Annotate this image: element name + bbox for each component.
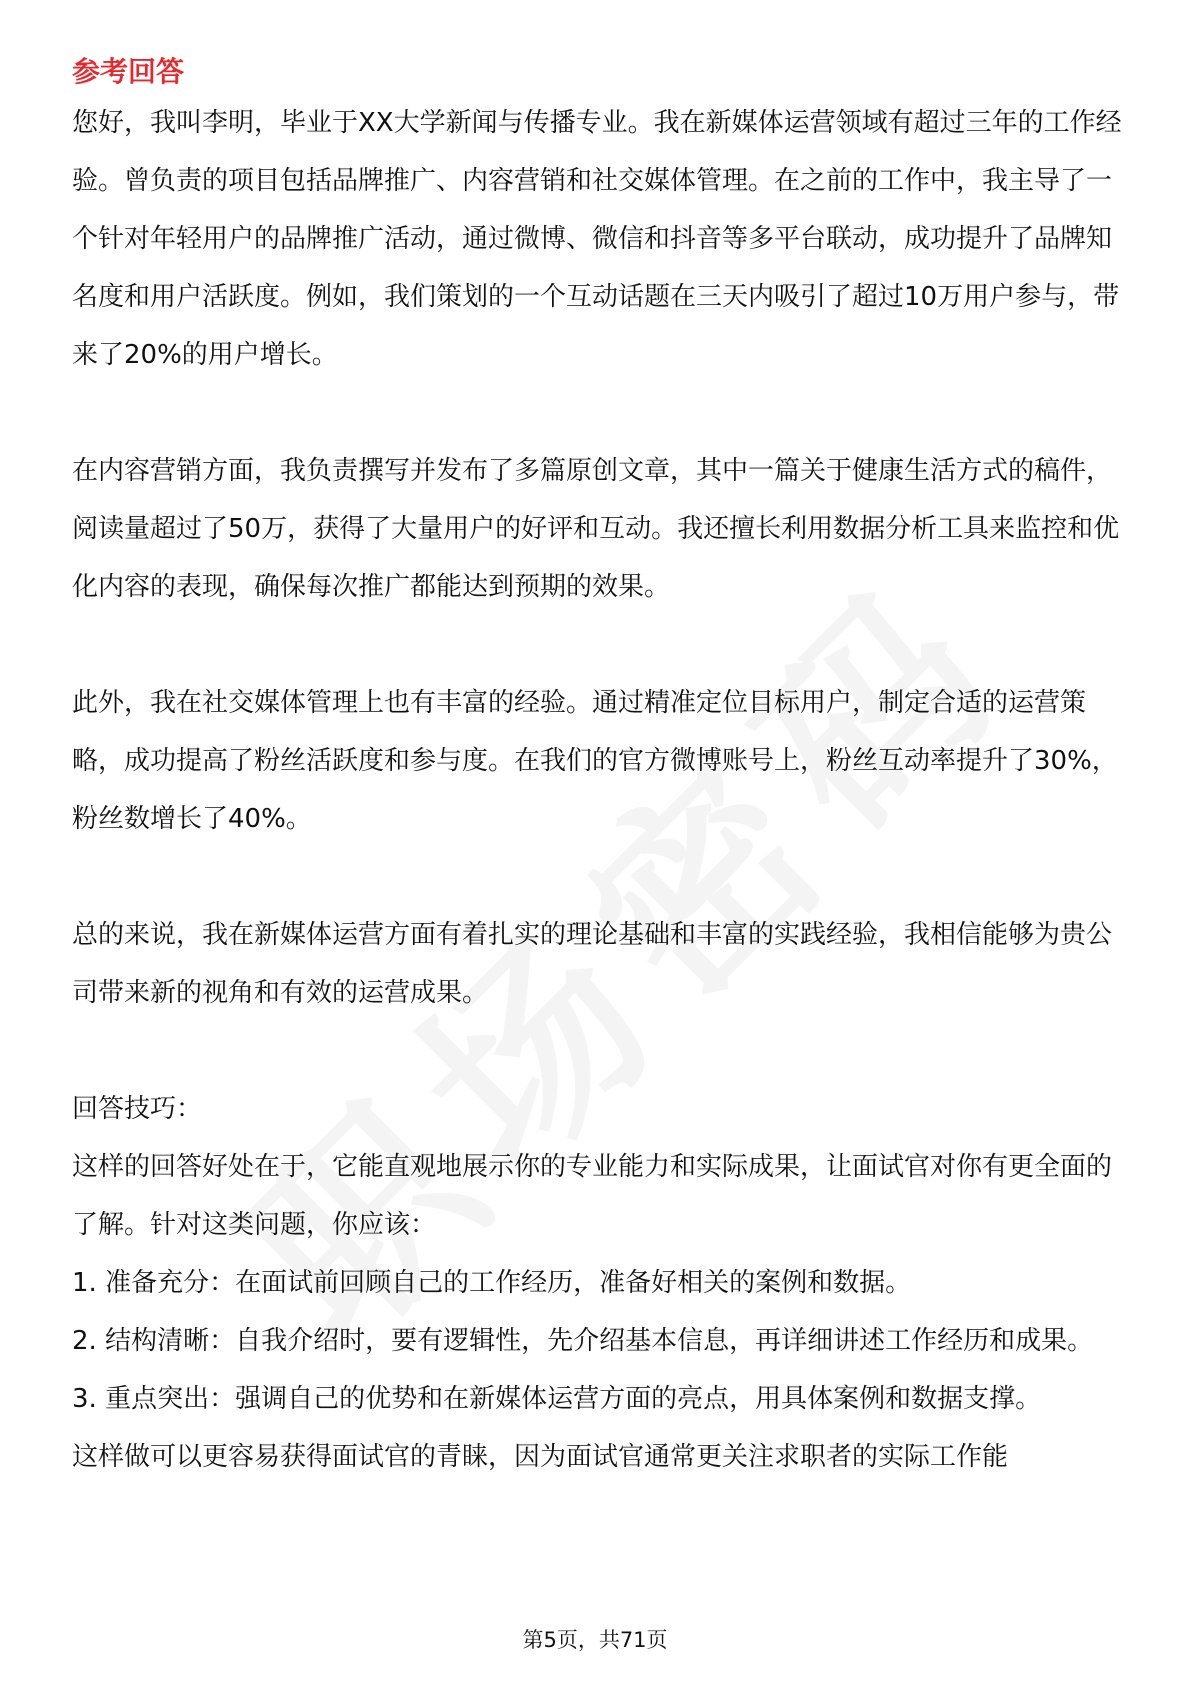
page-number: 第5页，共71页 [522,1628,668,1652]
tips-item-3: 3. 重点突出：强调自己的优势和在新媒体运营方面的亮点，用具体案例和数据支撑。 [72,1384,1042,1414]
answer-paragraph-4: 总的来说，我在新媒体运营方面有着扎实的理论基础和丰富的实践经验，我相信能够为贵公司带来新的视角和有效的运营成果。 [72,920,1113,1008]
section-heading: 参考回答 [72,55,185,88]
tips-item-1: 1. 准备充分：在面试前回顾自己的工作经历，准备好相关的案例和数据。 [72,1268,912,1298]
answer-paragraph-2: 在内容营销方面，我负责撰写并发布了多篇原创文章，其中一篇关于健康生活方式的稿件，阅读量超过了50万，获得了大量用户的好评和互动。我还擅长利用数据分析工具来监控和优化内容的表现，确保每次推广都能达到预期的效果。 [72,456,1120,602]
answer-paragraph-3: 此外，我在社交媒体管理上也有丰富的经验。通过精准定位目标用户，制定合适的运营策略，成功提高了粉丝活跃度和参与度。在我们的官方微博账号上，粉丝互动率提升了30%，粉丝数增长了40%。 [72,688,1118,834]
tips-item-2: 2. 结构清晰：自我介绍时，要有逻辑性，先介绍基本信息，再详细讲述工作经历和成果。 [72,1326,1094,1356]
tips-intro: 这样的回答好处在于，它能直观地展示你的专业能力和实际成果，让面试官对你有更全面的了解。针对这类问题，你应该： [72,1152,1113,1240]
tips-label: 回答技巧： [72,1094,203,1124]
tips-closing: 这样做可以更容易获得面试官的青睐，因为面试官通常更关注求职者的实际工作能 [72,1442,1009,1472]
answer-paragraph-1: 您好，我叫李明，毕业于XX大学新闻与传播专业。我在新媒体运营领域有超过三年的工作经验。曾负责的项目包括品牌推广、内容营销和社交媒体管理。在之前的工作中，我主导了一个针对年轻用户的品牌推广活动，通过微博、微信和抖音等多平台联动，成功提升了品牌知名度和用户活跃度。例如，我们策划的一个互动话题在三天内吸引了超过10万用户参与，带来了20%的用户增长。 [72,108,1122,370]
page-content [72,50,1122,1486]
